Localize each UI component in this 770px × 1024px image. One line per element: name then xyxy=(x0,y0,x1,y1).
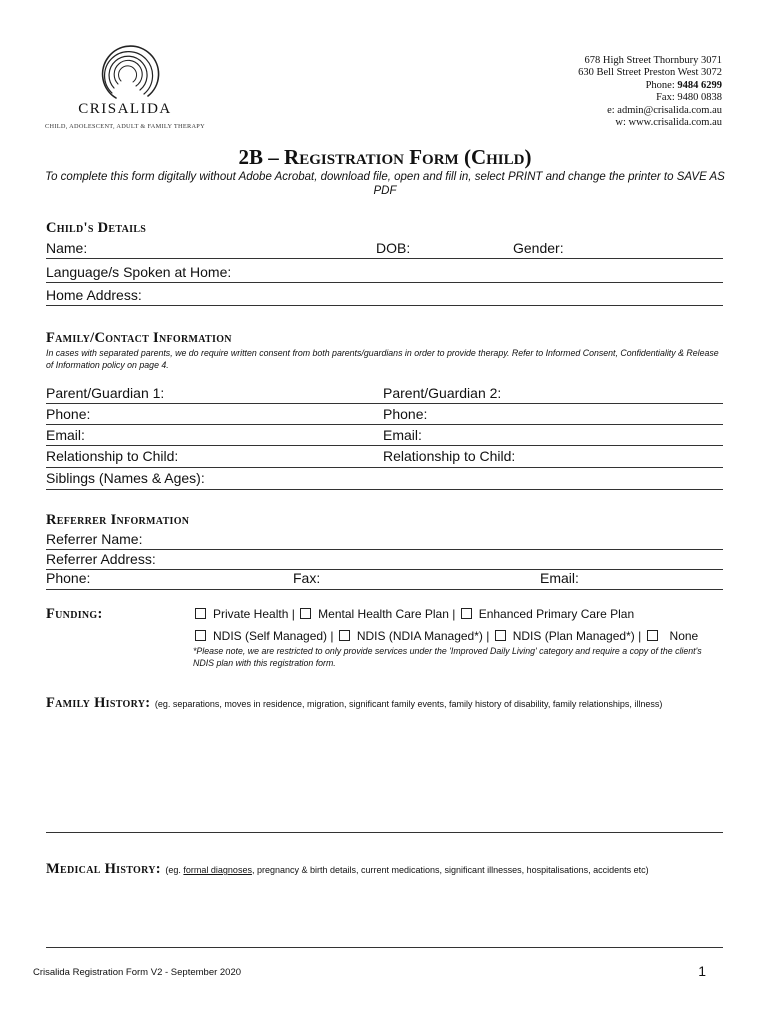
form-title xyxy=(0,145,770,170)
family-history-heading: Family History: xyxy=(46,695,151,711)
family-history-block xyxy=(46,694,726,712)
funding-row-2 xyxy=(195,629,698,643)
ndis-ndia-managed-label: NDIS (NDIA Managed*) | xyxy=(356,629,490,643)
none-checkbox[interactable] xyxy=(647,630,658,641)
mental-health-plan-checkbox[interactable] xyxy=(300,608,311,619)
pg2-phone-label: Phone: xyxy=(383,406,428,422)
phone-line xyxy=(578,80,722,92)
address-line-2: 630 Bell Street Preston West 3072 xyxy=(578,67,722,79)
family-contact-note: In cases with separated parents, we do require written consent from both parents/guardians in order to provide therapy. Refer to Informed Consent, Confidentiality & Release of Information policy on page 4. xyxy=(46,348,719,370)
medical-desc-pre: (eg. xyxy=(165,865,184,875)
ndis-self-managed-checkbox[interactable] xyxy=(195,630,206,641)
siblings-line[interactable] xyxy=(46,489,723,490)
email-line-row[interactable] xyxy=(46,445,723,446)
none-label: None xyxy=(669,629,699,643)
medical-history-block xyxy=(46,860,726,878)
medical-history-heading: Medical History: xyxy=(46,861,161,877)
phone-line-row[interactable] xyxy=(46,424,723,425)
referrer-email-label: Email: xyxy=(540,570,579,586)
medical-desc-post: , pregnancy & birth details, current medications, significant illnesses, hospitalisations, accidents etc) xyxy=(251,865,649,875)
pg2-relationship-label: Relationship to Child: xyxy=(383,448,516,464)
phone-number: 9484 6299 xyxy=(677,79,722,91)
brand-name: CRISALIDA xyxy=(78,101,172,117)
page-number: 1 xyxy=(698,963,706,979)
crisalida-logo-icon xyxy=(78,38,178,104)
ndis-plan-managed-checkbox[interactable] xyxy=(495,630,506,641)
form-title-prefix: 2B – xyxy=(238,145,285,169)
form-intro: To complete this form digitally without Adobe Acrobat, download file, open and fill in, select PRINT and change the printer to SAVE AS PDF xyxy=(45,171,725,197)
home-address-label: Home Address: xyxy=(46,287,142,303)
ndis-plan-managed-label: NDIS (Plan Managed*) | xyxy=(512,629,642,643)
language-line[interactable] xyxy=(46,282,723,283)
enhanced-primary-care-label: Enhanced Primary Care Plan xyxy=(478,607,635,621)
referrer-fax-label: Fax: xyxy=(293,570,321,586)
referrer-phone-line[interactable] xyxy=(46,589,723,590)
medical-history-description xyxy=(165,865,648,875)
medical-history-input-area[interactable] xyxy=(46,888,723,944)
pg1-relationship-label: Relationship to Child: xyxy=(46,448,179,464)
pg1-phone-label: Phone: xyxy=(46,406,91,422)
pg2-label: Parent/Guardian 2: xyxy=(383,385,502,401)
referrer-name-label: Referrer Name: xyxy=(46,531,143,547)
family-history-line xyxy=(46,832,723,833)
footer-version: Crisalida Registration Form V2 - September 2020 xyxy=(33,967,242,978)
family-contact-heading: Family/Contact Information xyxy=(46,330,232,346)
referrer-heading: Referrer Information xyxy=(46,512,190,528)
private-health-checkbox[interactable] xyxy=(195,608,206,619)
referrer-name-line[interactable] xyxy=(46,549,723,550)
fax-line: Fax: 9480 0838 xyxy=(656,92,722,104)
child-dob-label: DOB: xyxy=(376,240,411,256)
pg1-email-label: Email: xyxy=(46,427,85,443)
referrer-address-label: Referrer Address: xyxy=(46,551,156,567)
private-health-label: Private Health | xyxy=(213,607,295,621)
ndis-self-managed-label: NDIS (Self Managed) | xyxy=(213,629,334,643)
email-line: e: admin@crisalida.com.au xyxy=(607,104,722,116)
phone-label: Phone: xyxy=(645,79,675,91)
child-name-line[interactable] xyxy=(46,258,723,259)
enhanced-primary-care-checkbox[interactable] xyxy=(461,608,472,619)
form-title-main: Registration Form (Child) xyxy=(284,145,532,169)
mental-health-plan-label: Mental Health Care Plan | xyxy=(318,607,456,621)
childs-details-heading: Child's Details xyxy=(46,220,147,236)
language-label: Language/s Spoken at Home: xyxy=(46,264,232,280)
child-name-label: Name: xyxy=(46,240,88,256)
child-gender-label: Gender: xyxy=(513,240,564,256)
medical-desc-underlined: formal diagnoses xyxy=(183,865,252,875)
pg2-email-label: Email: xyxy=(383,427,422,443)
address-line-1: 678 High Street Thornbury 3071 xyxy=(584,55,722,66)
web-line: w: www.crisalida.com.au xyxy=(615,117,722,129)
referrer-phone-label: Phone: xyxy=(46,570,91,586)
ndis-ndia-managed-checkbox[interactable] xyxy=(339,630,350,641)
relationship-line-row[interactable] xyxy=(46,467,723,468)
family-history-input-area[interactable] xyxy=(46,718,723,830)
referrer-address-line[interactable] xyxy=(46,569,723,570)
funding-note: *Please note, we are restricted to only provide services under the 'Improved Daily Living' category and require a copy of the client's NDIS plan with this registration form. xyxy=(193,646,702,668)
brand-tagline: CHILD, ADOLESCENT, ADULT & FAMILY THERAPY xyxy=(45,123,205,130)
funding-heading: Funding: xyxy=(46,606,103,622)
family-history-description: (eg. separations, moves in residence, migration, significant family events, family history of disability, family relationships, illness) xyxy=(154,699,663,709)
home-address-line[interactable] xyxy=(46,305,723,306)
siblings-label: Siblings (Names & Ages): xyxy=(46,470,205,486)
pg1-label: Parent/Guardian 1: xyxy=(46,385,165,401)
funding-row-1 xyxy=(195,607,634,621)
pg-line[interactable] xyxy=(46,403,723,404)
address-block xyxy=(578,55,722,129)
medical-history-line xyxy=(46,947,723,948)
